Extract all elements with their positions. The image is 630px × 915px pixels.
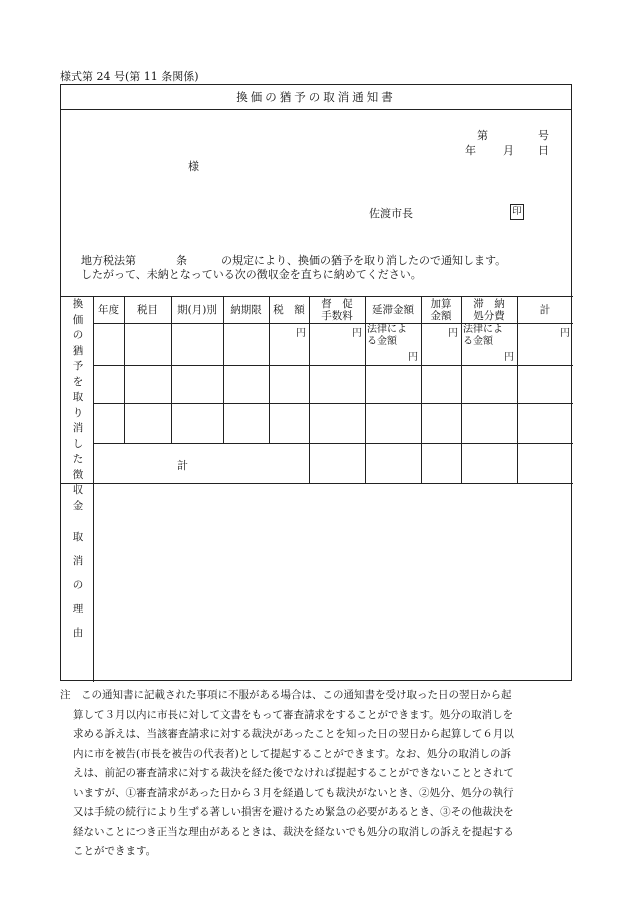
note-line: 経ないことにつき正当な理由があるときは、裁決を経ないでも処分の取消しの訴えを提起する [73, 825, 514, 838]
header-delinquency: 延滞金額 [372, 303, 414, 316]
col-divider-6 [365, 296, 366, 483]
body-line-1-suffix: の規定により、換価の猶予を取り消したので通知します。 [221, 254, 507, 267]
header-due-date: 納期限 [230, 303, 262, 316]
note-line: ことができます。 [73, 845, 157, 857]
document-title: 換価の猶予の取消通知書 [61, 85, 571, 110]
header-period: 期(月)別 [177, 303, 217, 316]
col-divider-5 [309, 296, 310, 483]
unit-demand-fee: 円 [352, 328, 362, 339]
number-suffix: 号 [538, 129, 549, 142]
number-label: 第 [477, 129, 488, 142]
header-total: 計 [539, 303, 551, 316]
note-line: 又は手続の続行により生ずる著しい損害を避けるため緊急の必要があるとき、③その他裁決を [73, 806, 514, 818]
official-seal-mark: 印 [510, 204, 524, 220]
header-tax-item: 税目 [137, 303, 158, 316]
header-year: 年度 [98, 303, 119, 316]
form-number-label: 様式第 24 号(第 11 条関係) [60, 70, 199, 83]
row-divider-1 [93, 365, 573, 366]
date-day-label: 日 [538, 144, 549, 157]
note-line: いますが、①審査請求があった日から３月を経過しても裁決がないとき、②処分、処分の執行 [73, 786, 514, 799]
header-disposition-fee: 滞 納 処分費 [473, 297, 505, 322]
addressee-suffix: 様 [188, 160, 199, 173]
note-line: 求める訴えは、当該審査請求に対する裁決があったことを知った日の翌日から起算して６月以 [73, 728, 514, 740]
date-month-label: 月 [503, 144, 514, 157]
col-divider-7 [421, 296, 422, 483]
row-divider-3 [93, 443, 573, 444]
note-line: 算して３月以内に市長に対して文書をもって審査請求をすることができます。処分の取消しを [73, 708, 514, 721]
total-row-label: 計 [177, 459, 188, 472]
header-tax-amount: 税 額 [273, 303, 305, 316]
issuer-name: 佐渡市長 [369, 207, 413, 220]
unit-delinquency: 円 [408, 352, 418, 363]
note-line: えは、前記の審査請求に対する裁決を経た後でなければ提起することができないこととされて [73, 767, 514, 779]
legal-amount-disposition: 法律によ る金額 [463, 324, 503, 347]
body-line-1-mid: 条 [176, 254, 187, 267]
reason-label: 取 消 の 理 由 [72, 531, 84, 639]
unit-disposition: 円 [504, 352, 514, 363]
unit-additional: 円 [448, 328, 458, 339]
header-demand-fee: 督 促 手数料 [321, 297, 353, 322]
note-line: 注 この通知書に記載された事項に不服がある場合は、この通知書を受け取った日の翌日から起 [60, 689, 512, 701]
legal-amount-delinquency: 法律によ る金額 [367, 324, 407, 347]
body-line-2: したがって、未納となっている次の徴収金を直ちに納めてください。 [81, 268, 422, 281]
col-divider-9 [517, 296, 518, 483]
side-label-collection: 換 価 の 猶 予 を 取 り 消 し た 徴 収 金 [72, 298, 84, 512]
unit-total: 円 [560, 328, 570, 339]
header-additional: 加算 金額 [430, 297, 452, 322]
note-line: 内に市を被告(市長を被告の代表者)として提起することができます。なお、処分の取消しの訴 [73, 747, 511, 760]
reason-entry-area[interactable] [94, 484, 572, 681]
appeal-notice [60, 686, 572, 862]
date-year-label: 年 [465, 144, 476, 157]
unit-tax-amount: 円 [296, 328, 306, 339]
row-divider-2 [93, 403, 573, 404]
col-divider-8 [461, 296, 462, 483]
body-line-1-prefix: 地方税法第 [81, 254, 136, 267]
notice-form [60, 84, 572, 681]
